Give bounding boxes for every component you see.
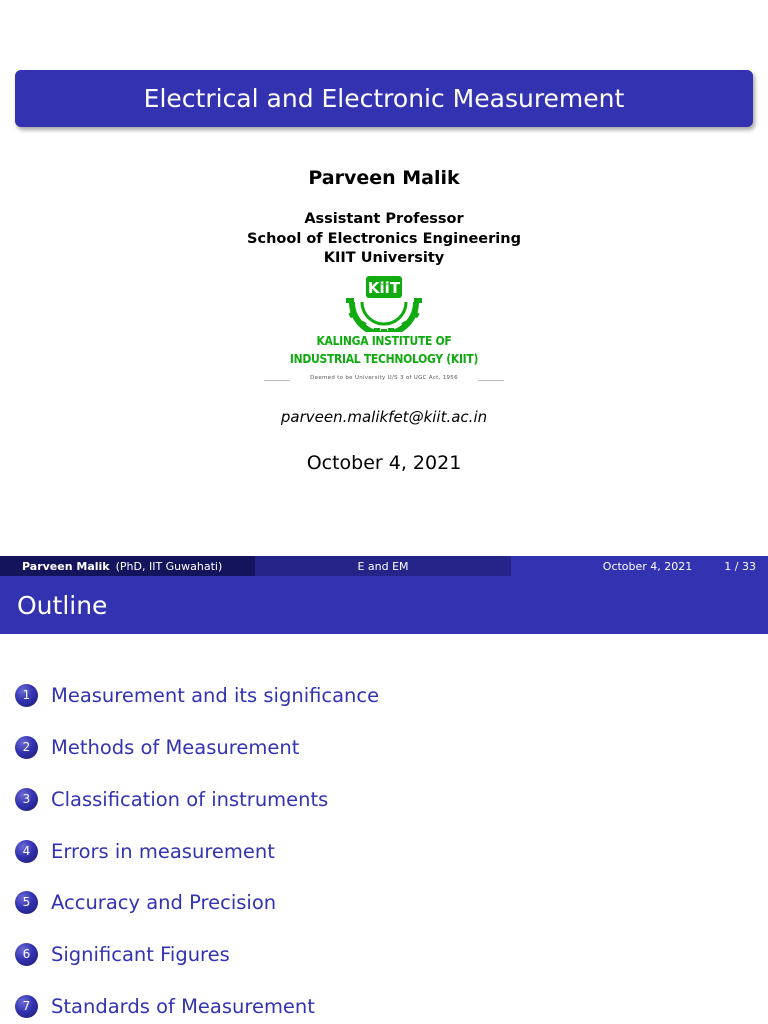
item-number-badge: 4 bbox=[15, 840, 38, 863]
item-number-badge: 5 bbox=[15, 891, 38, 914]
outline-item[interactable] bbox=[15, 680, 379, 710]
outline-item[interactable] bbox=[15, 991, 315, 1021]
outline-item[interactable] bbox=[15, 732, 299, 762]
logo-divider bbox=[478, 380, 504, 381]
presentation-date: October 4, 2021 bbox=[306, 452, 462, 474]
outline-item-label: Standards of Measurement bbox=[51, 994, 315, 1018]
item-number-badge: 3 bbox=[15, 788, 38, 811]
author-university: KIIT University bbox=[323, 250, 445, 266]
author-school: School of Electronics Engineering bbox=[247, 231, 521, 247]
outline-item-label: Accuracy and Precision bbox=[51, 890, 277, 914]
author-position: Assistant Professor bbox=[304, 211, 464, 227]
footer-short-title: E and EM bbox=[255, 556, 511, 576]
logo-text-line2: INDUSTRIAL TECHNOLOGY (KIIT) bbox=[289, 352, 479, 366]
item-number-badge: 7 bbox=[15, 995, 38, 1018]
outline-item-label: Methods of Measurement bbox=[51, 735, 300, 759]
footer-date: October 4, 2021 bbox=[602, 559, 693, 573]
presentation-title: Electrical and Electronic Measurement bbox=[15, 70, 753, 127]
outline-title: Outline bbox=[0, 576, 768, 634]
outline-item[interactable] bbox=[15, 939, 230, 969]
author-name: Parveen Malik bbox=[308, 167, 460, 189]
footer-author-section bbox=[0, 556, 255, 576]
outline-item[interactable] bbox=[15, 784, 328, 814]
kiit-logo bbox=[262, 272, 506, 392]
footer-author: Parveen Malik bbox=[22, 559, 110, 573]
outline-item-label: Significant Figures bbox=[51, 942, 230, 966]
logo-text-line1: KALINGA INSTITUTE OF bbox=[316, 334, 452, 348]
outline-item-label: Classification of instruments bbox=[51, 787, 329, 811]
item-number-badge: 1 bbox=[15, 684, 38, 707]
kiit-emblem-icon bbox=[262, 272, 506, 332]
footer-affiliation: (PhD, IIT Guwahati) bbox=[115, 559, 223, 573]
outline-item[interactable] bbox=[15, 887, 276, 917]
outline-item-label: Errors in measurement bbox=[51, 839, 275, 863]
footer-right-section bbox=[511, 556, 768, 576]
footer-page-number: 1 / 33 bbox=[724, 559, 756, 573]
slide-footer bbox=[0, 556, 768, 576]
author-email[interactable]: parveen.malikfet@kiit.ac.in bbox=[280, 408, 488, 426]
item-number-badge: 6 bbox=[15, 943, 38, 966]
logo-text-line3: Deemed to be University U/S 3 of UGC Act, 1956 bbox=[310, 375, 458, 381]
svg-text:KiiT: KiiT bbox=[367, 279, 401, 297]
item-number-badge: 2 bbox=[15, 736, 38, 759]
outline-item-label: Measurement and its significance bbox=[51, 683, 380, 707]
outline-item[interactable] bbox=[15, 836, 275, 866]
